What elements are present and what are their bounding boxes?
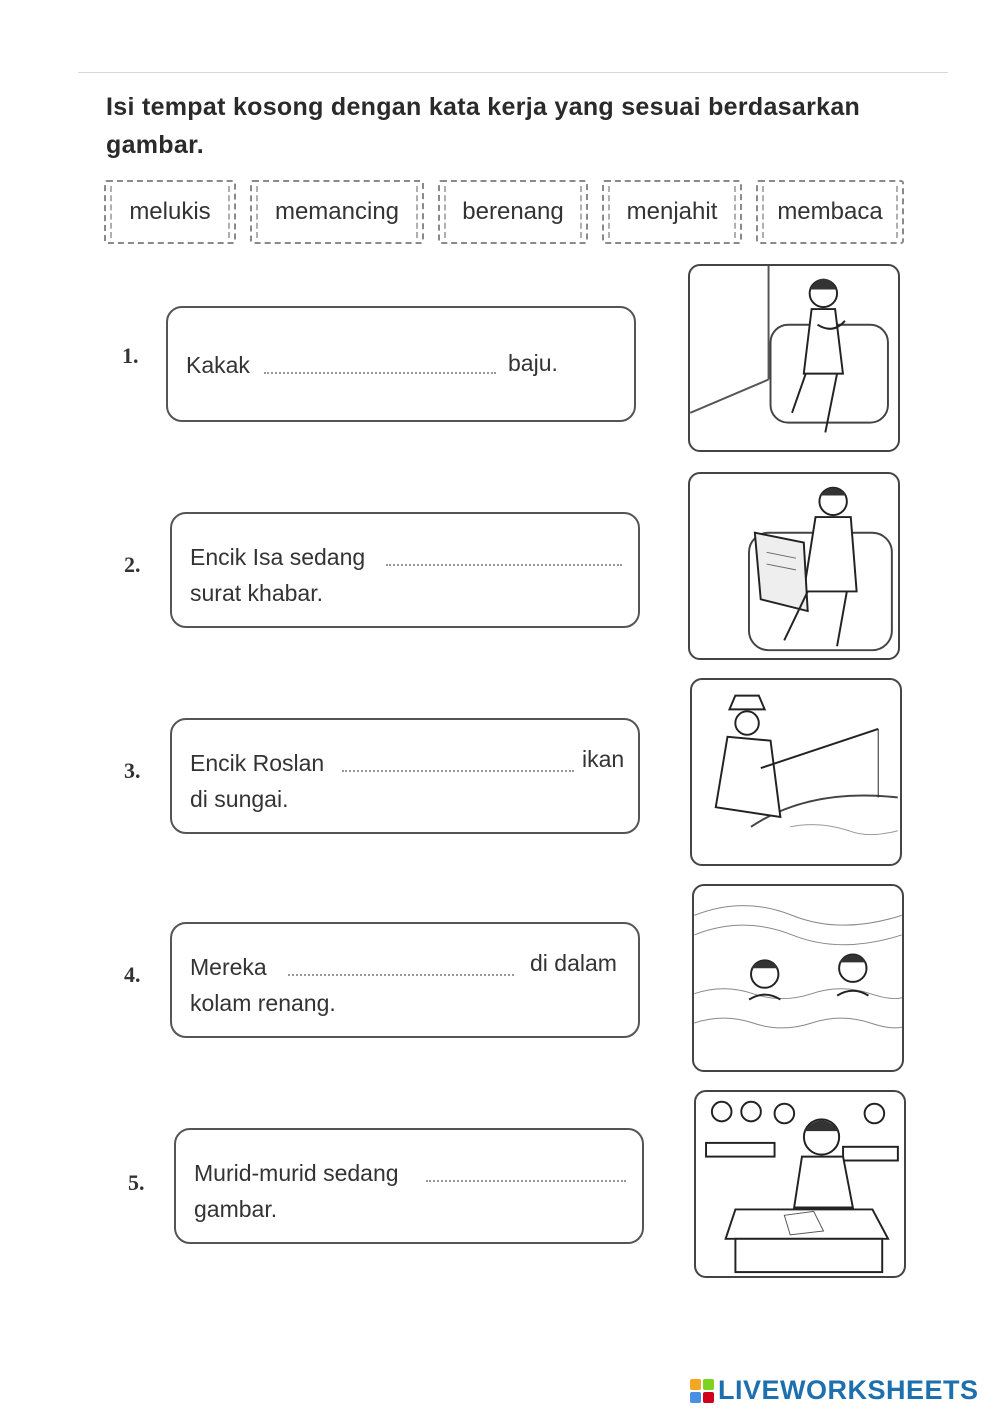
answer-blank-3[interactable]: [342, 770, 574, 772]
question-text-after: baju.: [508, 350, 558, 376]
question-number: 4.: [124, 962, 141, 987]
answer-blank-2[interactable]: [386, 564, 622, 566]
answer-blank-1[interactable]: [264, 372, 496, 374]
word-card-menjahit[interactable]: menjahit: [602, 180, 742, 244]
liveworksheets-logo-icon: [690, 1379, 714, 1403]
children-swimming-illustration: [694, 886, 902, 1070]
instruction-text: Isi tempat kosong dengan kata kerja yang sesuai berdasarkan gambar.: [106, 93, 861, 159]
logo-tile: [703, 1392, 714, 1403]
question-text-after: di dalam: [530, 950, 617, 976]
answer-blank-5[interactable]: [426, 1180, 626, 1182]
question-box-5: [174, 1128, 644, 1244]
question-text-before: Encik Isa sedang: [190, 544, 366, 570]
pupils-drawing-illustration: [696, 1092, 904, 1276]
question-text-line2: di sungai.: [190, 786, 289, 812]
question-text-line2: surat khabar.: [190, 580, 323, 606]
logo-tile: [690, 1392, 701, 1403]
question-box-3: [170, 718, 640, 834]
question-number: 1.: [122, 343, 139, 368]
question-text-line2: gambar.: [194, 1196, 278, 1222]
man-reading-newspaper-illustration: [690, 474, 898, 658]
question-number: 3.: [124, 758, 141, 783]
answer-blank-4[interactable]: [288, 974, 514, 976]
liveworksheets-brand: [690, 1375, 979, 1406]
picture-man-reading: [688, 472, 900, 660]
question-text-line2: kolam renang.: [190, 990, 336, 1016]
word-card-membaca[interactable]: membaca: [756, 180, 904, 244]
question-text-before: Kakak: [186, 352, 250, 378]
question-text-before: Encik Roslan: [190, 750, 325, 776]
question-text-before: Murid-murid sedang: [194, 1160, 399, 1186]
logo-tile: [690, 1379, 701, 1390]
question-number: 5.: [128, 1170, 145, 1195]
question-number: 2.: [124, 552, 141, 577]
question-box-1: [166, 306, 636, 422]
logo-tile: [703, 1379, 714, 1390]
question-box-4: [170, 922, 640, 1038]
word-card-berenang[interactable]: berenang: [438, 180, 588, 244]
word-card-memancing[interactable]: memancing: [250, 180, 424, 244]
man-fishing-illustration: [692, 680, 900, 864]
word-card-melukis[interactable]: melukis: [104, 180, 236, 244]
girl-sewing-illustration: [690, 266, 898, 450]
word-bank: [104, 180, 904, 250]
picture-pupils-drawing: [694, 1090, 906, 1278]
picture-man-fishing: [690, 678, 902, 866]
question-text-after: ikan: [582, 746, 625, 772]
picture-children-swimming: [692, 884, 904, 1072]
brand-name: LIVEWORKSHEETS: [718, 1375, 979, 1405]
question-box-2: [170, 512, 640, 628]
picture-girl-sewing: [688, 264, 900, 452]
question-text-before: Mereka: [190, 954, 267, 980]
top-divider: [78, 72, 948, 73]
